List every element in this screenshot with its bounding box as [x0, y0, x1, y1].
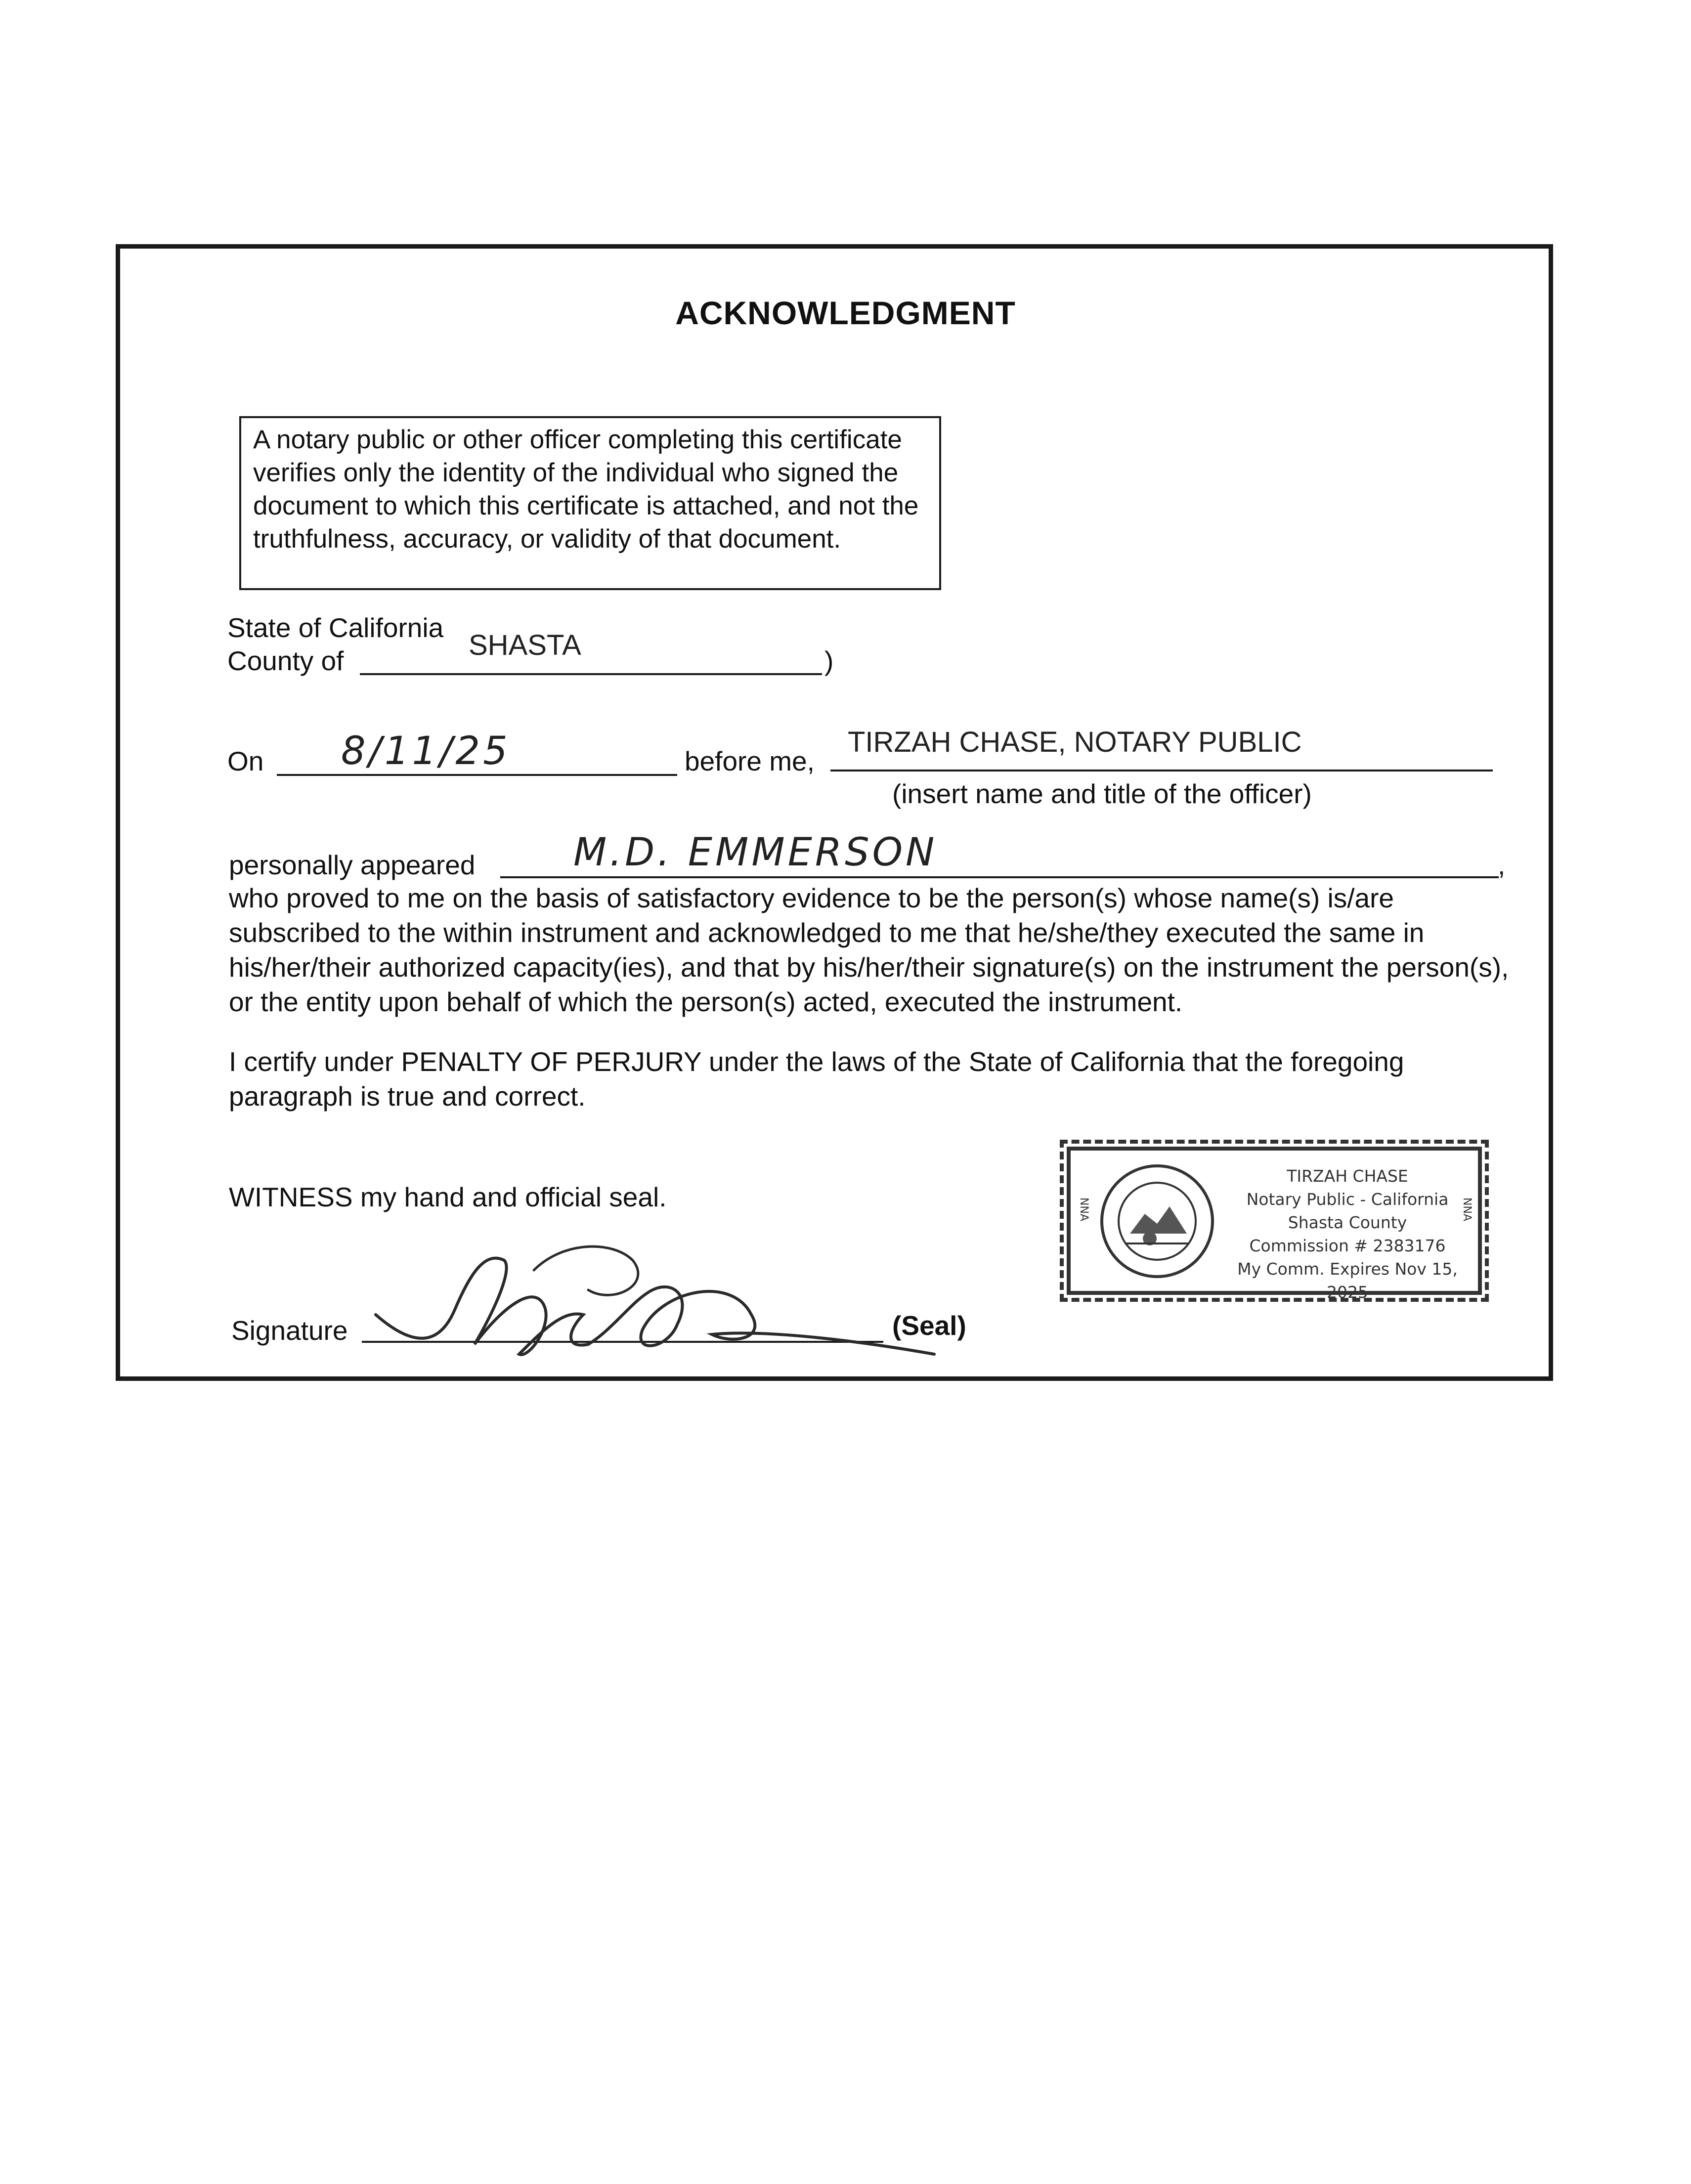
notice-box: A notary public or other officer completing this certificate verifies only the identity of the individual who signed the document to which this certificate is attached, and not the truthfulness, accuracy, or validity of that document.: [239, 416, 941, 590]
date-line: [277, 774, 677, 776]
date-value: 8/11/25: [341, 729, 511, 773]
seal-expiration: My Comm. Expires Nov 15, 2025: [1237, 1259, 1458, 1302]
county-close-paren: ): [824, 645, 834, 676]
signature-label: Signature: [231, 1315, 348, 1346]
officer-hint: (insert name and title of the officer): [892, 778, 1312, 809]
seal-notary-name: TIRZAH CHASE: [1287, 1166, 1408, 1186]
seal-county: Shasta County: [1288, 1213, 1407, 1232]
page-title: ACKNOWLEDGMENT: [675, 295, 1016, 331]
appeared-value: M.D. EMMERSON: [573, 830, 938, 875]
seal-text-block: [1219, 1164, 1476, 1304]
county-value: SHASTA: [469, 629, 581, 661]
seal-side-mark-right: NNA: [1461, 1198, 1473, 1221]
on-label: On: [227, 746, 264, 776]
perjury-paragraph: I certify under PENALTY OF PERJURY under the laws of the State of California that the foregoing paragraph is true and correct.: [229, 1046, 1404, 1112]
seal-label: (Seal): [892, 1310, 966, 1341]
appeared-label: personally appeared: [229, 850, 476, 880]
seal-title: Notary Public - California: [1246, 1190, 1449, 1209]
seal-commission: Commission # 2383176: [1249, 1236, 1446, 1255]
officer-value: TIRZAH CHASE, NOTARY PUBLIC: [848, 726, 1302, 758]
proof-paragraph: who proved to me on the basis of satisfactory evidence to be the person(s) whose name(s) is/are subscribed to the within instrument and acknowledged to me that he/she/they executed the same in his/her/their authorized capacity(ies), and that by his/her/their signature(s) on the instrument the person(s), or the entity upon behalf of which the person(s) acted, executed the instrument.: [229, 883, 1509, 1017]
witness-text: WITNESS my hand and official seal.: [229, 1182, 667, 1212]
notary-seal-stamp: [1067, 1147, 1482, 1302]
state-seal-emblem: [1095, 1159, 1219, 1283]
appeared-line: [500, 876, 1499, 878]
before-me-label: before me,: [685, 746, 815, 776]
officer-line: [830, 770, 1493, 771]
county-line: [360, 673, 822, 675]
handwritten-signature: [356, 1231, 939, 1379]
appeared-comma: ,: [1498, 850, 1506, 880]
state-label: State of California: [227, 612, 444, 643]
county-label: County of: [227, 645, 344, 676]
seal-side-mark-left: NNA: [1078, 1198, 1090, 1221]
